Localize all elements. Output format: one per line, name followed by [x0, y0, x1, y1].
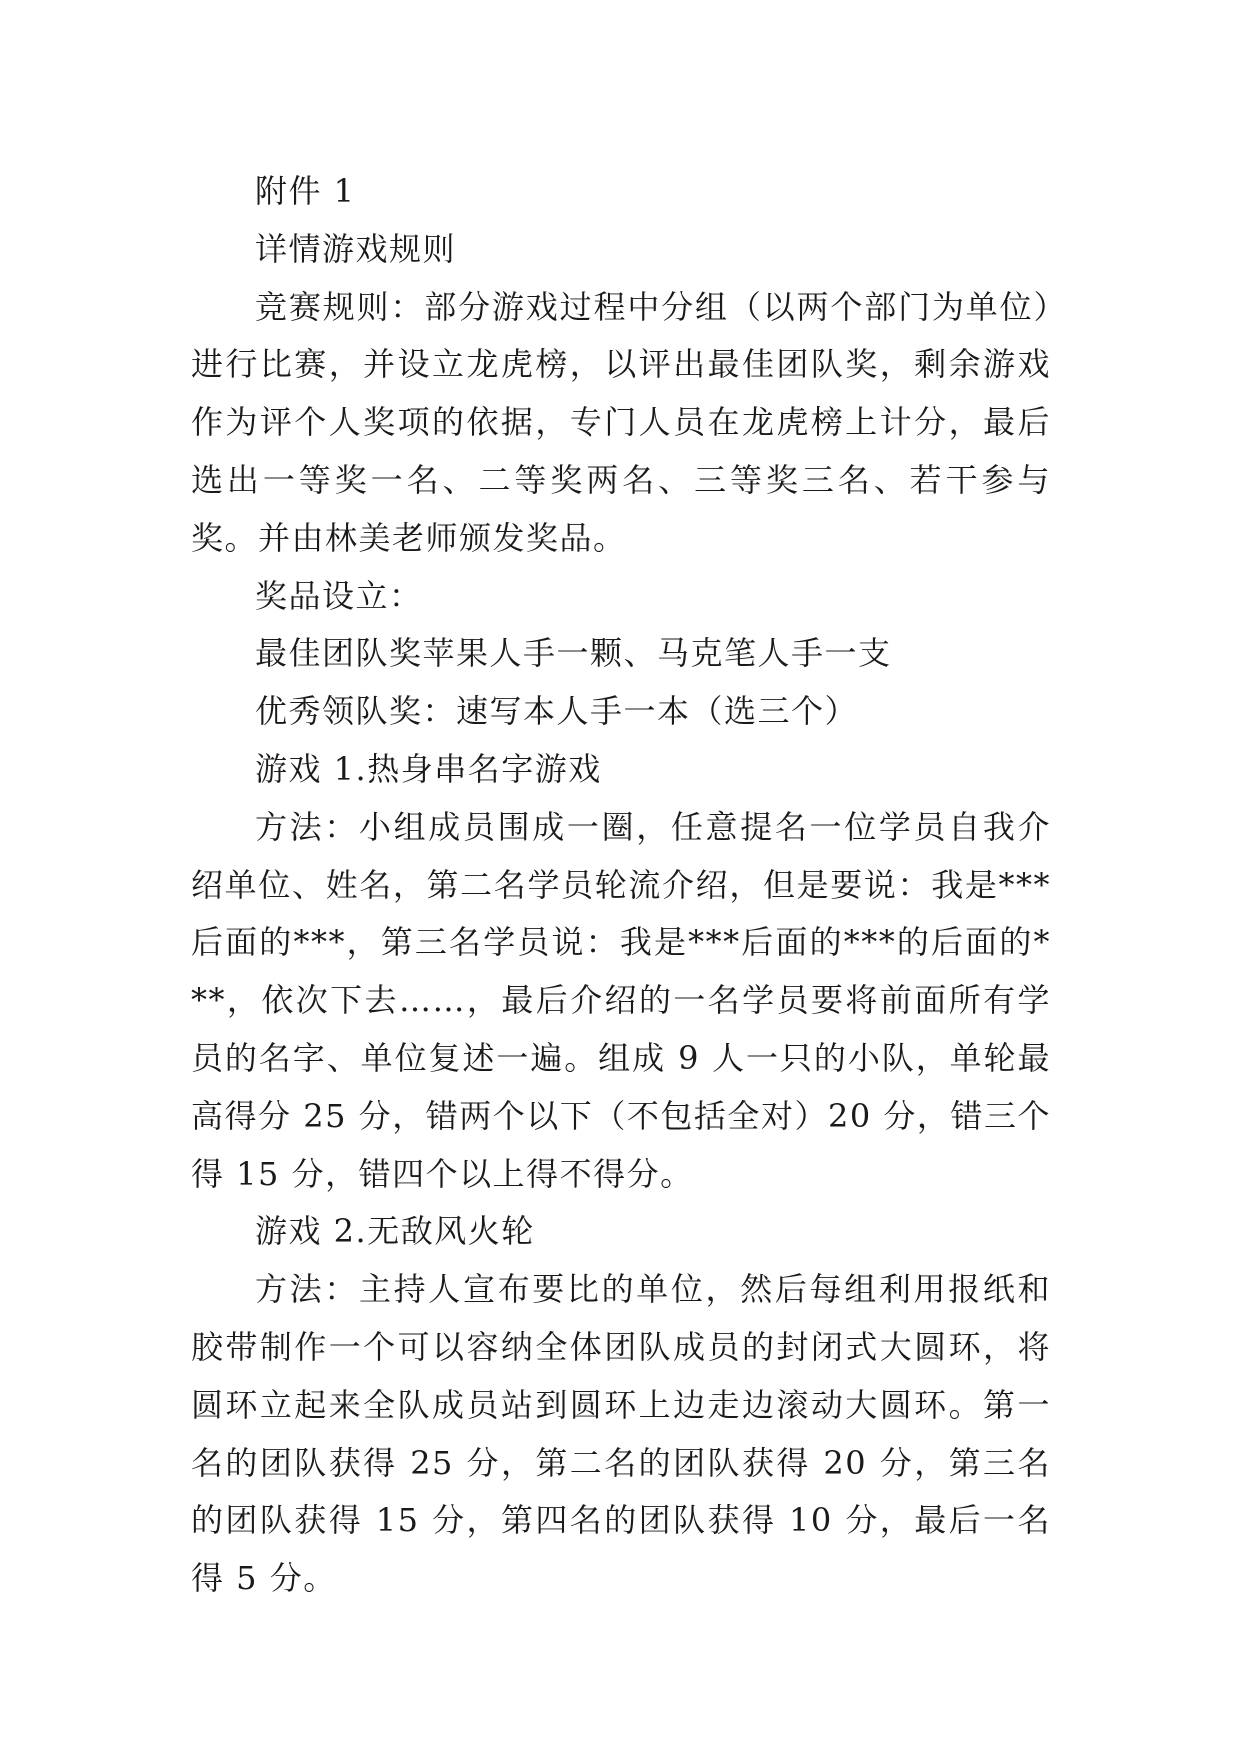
competition-rules-paragraph: 竞赛规则：部分游戏过程中分组（以两个部门为单位）进行比赛，并设立龙虎榜，以评出最佳团队奖，剩余游戏作为评个人奖项的依据，专门人员在龙虎榜上计分，最后选出一等奖一名、二等奖两名、三等奖三名、若干参与奖。并由林美老师颁发奖品。	[191, 287, 1051, 557]
game1-title: 游戏 1.热身串名字游戏	[255, 749, 602, 788]
document-heading: 详情游戏规则	[255, 229, 457, 268]
attachment-label: 附件 1	[255, 172, 356, 210]
prize-setup-label: 奖品设立：	[255, 576, 423, 615]
prize-excellent-leader: 优秀领队奖：速写本人手一本（选三个）	[255, 692, 859, 731]
document-body	[191, 163, 1051, 1608]
game2-method-paragraph: 方法：主持人宣布要比的单位，然后每组利用报纸和胶带制作一个可以容纳全体团队成员的封闭式大圆环，将圆环立起来全队成员站到圆环上边走边滚动大圆环。第一名的团队获得 25 分，第二名的团队获得 20 分，第三名的团队获得 15 分，第四名的团队获得 10 分，最后一名得 5 分。	[191, 1270, 1051, 1598]
prize-best-team: 最佳团队奖苹果人手一颗、马克笔人手一支	[255, 634, 892, 673]
game1-method-paragraph: 方法：小组成员围成一圈，任意提名一位学员自我介绍单位、姓名，第二名学员轮流介绍，但是要说：我是***后面的***，第三名学员说：我是***后面的***的后面的***，依次下去……，最后介绍的一名学员要将前面所有学员的名字、单位复述一遍。组成 9 人一只的小队，单轮最高得分 25 分，错两个以下（不包括全对）20 分，错三个得 15 分，错四个以上得不得分。	[191, 807, 1051, 1193]
game2-title: 游戏 2.无敌风火轮	[255, 1212, 535, 1251]
